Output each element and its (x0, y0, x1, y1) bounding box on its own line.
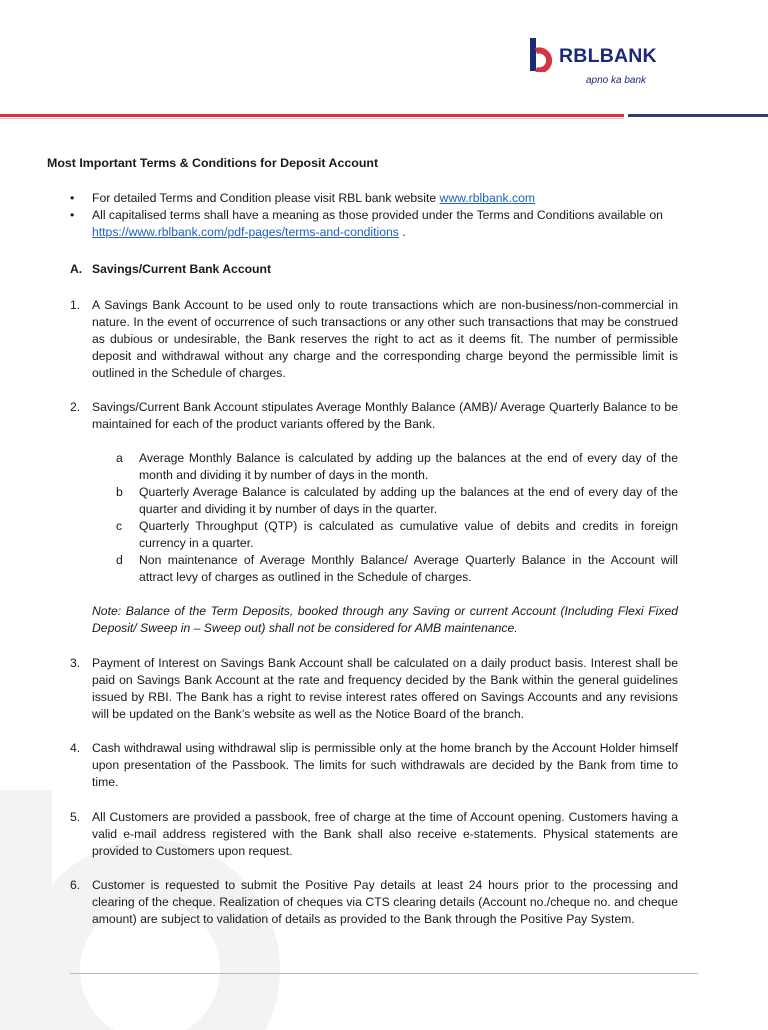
rbl-bank-logo[interactable] (528, 38, 658, 88)
rbl-logo-mark-icon (528, 38, 556, 72)
logo-tagline: apno ka bank (586, 75, 647, 86)
terms-item-6: 6. Customer is requested to submit the Positive Pay details at least 24 hours prior to the processing and clearing of the cheque. Realization of cheques via CTS clearing details (Account no./cheque no. and cheque amount) are subject to validation of details as provided to the Bank through the Positive Pay System. (70, 878, 678, 926)
bullet-item: • All capitalised terms shall have a meaning as those provided under the Terms and Conditions available on https://www.rblbank.com/pdf-pages/terms-and-conditions . (70, 208, 663, 239)
sub-item-b: b Quarterly Average Balance is calculated by adding up the balances at the end of every day of the quarter and dividing it by number of days in the quarter. (116, 485, 678, 516)
logo-wordmark: RBLBANK (559, 45, 657, 67)
bullet-dot-icon: • (70, 191, 75, 205)
page-title: Most Important Terms & Conditions for Deposit Account (47, 156, 379, 170)
header-rule-red-thin (0, 118, 624, 119)
sub-item-a: a Average Monthly Balance is calculated by adding up the balances at the end of every day of the month and dividing it by number of days in the month. (116, 451, 678, 482)
terms-item-2: 2. Savings/Current Bank Account stipulates Average Monthly Balance (AMB)/ Average Quarterly Balance to be maintained for each of the product variants offered by the Bank. (70, 400, 678, 431)
section-heading: A. Savings/Current Bank Account (70, 262, 272, 276)
sub-item-c: c Quarterly Throughput (QTP) is calculated as cumulative value of debits and credits in foreign currency in a quarter. (116, 519, 678, 550)
sub-item-d: d Non maintenance of Average Monthly Balance/ Average Quarterly Balance in the Account will attract levy of charges as outlined in the Schedule of charges. (116, 553, 678, 584)
bullet-dot-icon: • (70, 208, 75, 222)
intro-bullet-list (70, 190, 680, 241)
rblbank-website-link[interactable]: www.rblbank.com (439, 191, 536, 205)
bullet-item: • For detailed Terms and Condition please visit RBL bank website www.rblbank.com (70, 191, 536, 205)
footer-rule (70, 973, 698, 974)
header-rule-red (0, 114, 624, 117)
terms-item-4: 4. Cash withdrawal using withdrawal slip is permissible only at the home branch by the Account Holder himself upon presentation of the Passbook. The limits for such withdrawals are decided by the Bank from time to time. (70, 741, 678, 789)
header-rule-navy (628, 114, 768, 117)
terms-item-5: 5. All Customers are provided a passbook, free of charge at the time of Account opening. Customers having a valid e-mail address registered with the Bank shall also receive e-statements. Physical statements are provided to Customers upon request. (70, 810, 678, 858)
terms-conditions-link[interactable]: https://www.rblbank.com/pdf-pages/terms-and-conditions (92, 225, 399, 239)
terms-item-1: 1. A Savings Bank Account to be used only to route transactions which are non-business/non-commercial in nature. In the event of occurrence of such transactions or any other such transactions that may be construed as dubious or undesirable, the Bank reserves the right to act as it deems fit. The number of permissible deposit and withdrawal without any charge and the corresponding charge beyond the permissible limit is outlined in the Schedule of charges. (70, 298, 678, 380)
amb-note: Note: Balance of the Term Deposits, booked through any Saving or current Account (Including Flexi Fixed Deposit/ Sweep in – Sweep out) shall not be considered for AMB maintenance. (92, 604, 678, 635)
terms-item-3: 3. Payment of Interest on Savings Bank Account shall be calculated on a daily product basis. Interest shall be paid on Savings Bank Account at the rate and frequency decided by the Bank within the general guidelines issued by RBI. The Bank has a right to revise interest rates offered on Savings Accounts and any revisions will be updated on the Bank’s website as well as the Notice Board of the branch. (70, 656, 678, 721)
